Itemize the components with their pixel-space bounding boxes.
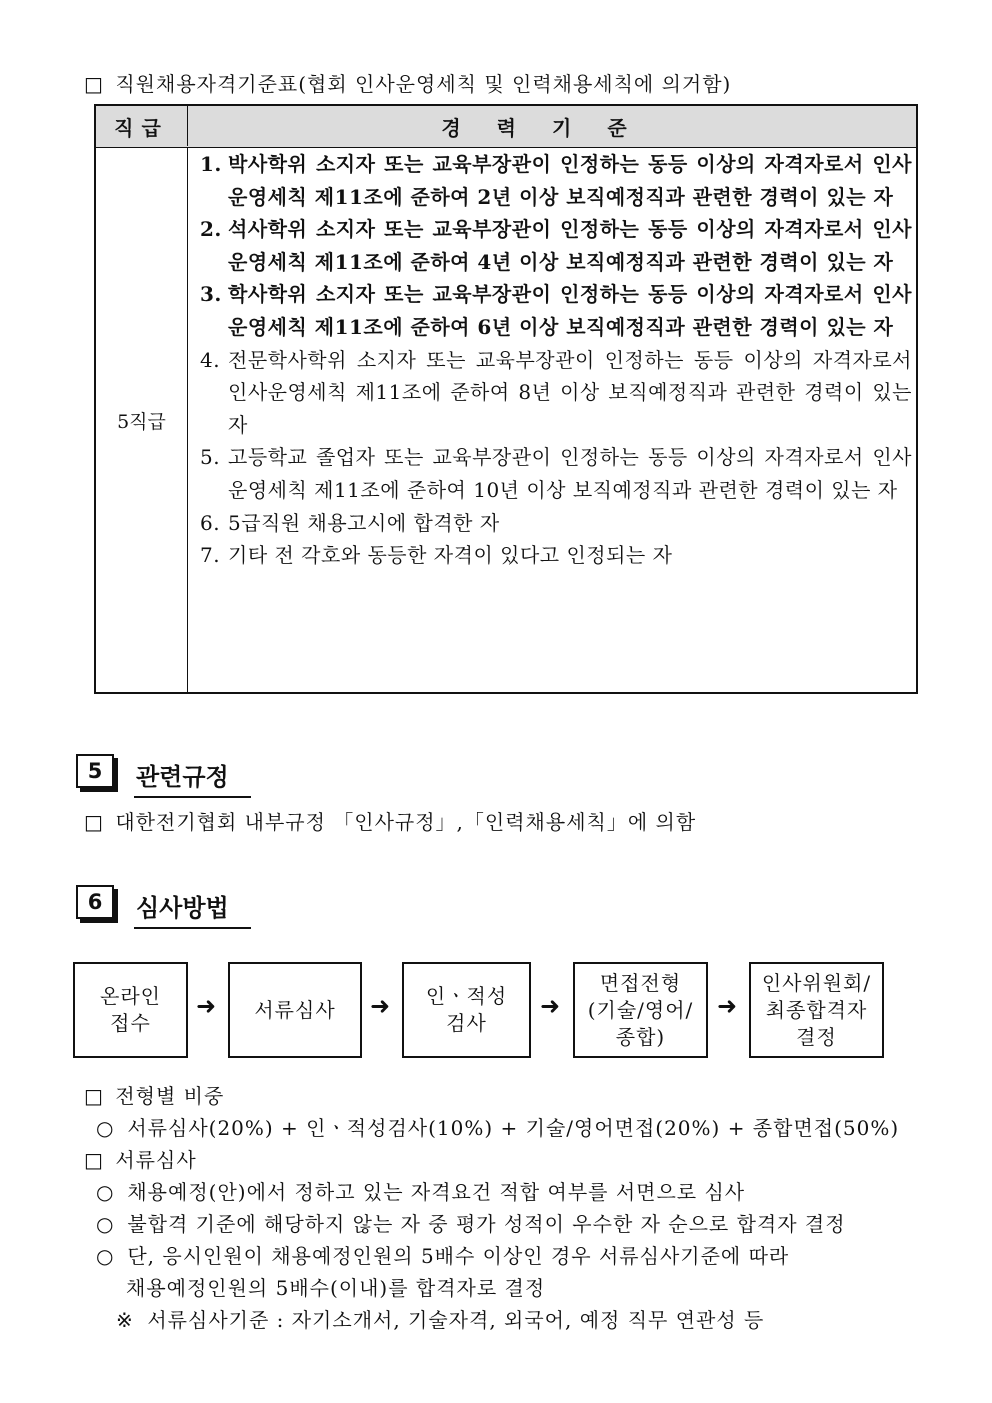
regulation-line xyxy=(84,806,696,835)
document-review-text: 채용예정(안)에서 정하고 있는 자격요건 적합 여부를 서면으로 심사 xyxy=(127,1180,746,1204)
grade-cell: 5직급 xyxy=(96,148,188,692)
step-line: 종합) xyxy=(615,1024,666,1049)
checkbox-bullet-icon: □ xyxy=(84,72,104,96)
criteria-number: 1. xyxy=(200,152,222,176)
document-review-continuation: 채용예정인원의 5배수(이내)를 합격자로 결정 xyxy=(126,1276,546,1300)
circle-bullet-icon: ○ xyxy=(96,1116,115,1140)
criteria-text: 고등학교 졸업자 또는 교육부장관이 인정하는 동등 이상의 자격자로서 인사운영세칙 제11조에 준하여 10년 이상 보직예정직과 관련한 경력이 있는 자 xyxy=(228,445,912,502)
step-line: 면접전형 xyxy=(599,970,682,995)
weights-text: 서류심사(20%) + 인ㆍ적성검사(10%) + 기술/영어면접(20%) + 종합면접(50%) xyxy=(127,1116,900,1140)
arrow-right-icon: ➜ xyxy=(717,992,738,1020)
step-line: 인사위원회/ xyxy=(761,970,872,995)
document-review-text: 불합격 기준에 해당하지 않는 자 중 평가 성적이 우수한 자 순으로 합격자 결정 xyxy=(127,1212,846,1236)
header-criteria: 경력기준 xyxy=(441,115,663,140)
document-review-note xyxy=(116,1304,764,1333)
criteria-text: 전문학사학위 소지자 또는 교육부장관이 인정하는 동등 이상의 자격자로서 인사운영세칙 제11조에 준하여 8년 이상 보직예정직과 관련한 경력이 있는 자 xyxy=(228,347,912,437)
criteria-number: 3. xyxy=(200,282,222,307)
criteria-item xyxy=(200,148,912,213)
document-review-note-text: 서류심사기준 : 자기소개서, 기술자격, 외국어, 예정 직무 연관성 등 xyxy=(147,1308,765,1332)
regulation-text: 대한전기협회 내부규정 「인사규정」,「인력채용세칙」에 의함 xyxy=(115,810,697,834)
criteria-list xyxy=(200,148,912,572)
section-title: 심사방법 xyxy=(134,888,251,929)
arrow-right-icon: ➜ xyxy=(540,992,561,1020)
criteria-item xyxy=(200,344,912,442)
weights-heading xyxy=(84,1080,224,1109)
flow-step-document-review xyxy=(228,962,362,1058)
step-line: 서류심사 xyxy=(254,997,336,1022)
document-review-item xyxy=(96,1240,789,1269)
flow-step-final-decision xyxy=(749,962,884,1058)
flow-step-interview xyxy=(573,962,708,1058)
criteria-text: 기타 전 각호와 동등한 자격이 있다고 인정되는 자 xyxy=(228,543,673,568)
criteria-item xyxy=(200,278,912,343)
qualification-table xyxy=(94,104,918,694)
intro-line xyxy=(84,68,731,97)
circle-bullet-icon: ○ xyxy=(96,1212,115,1236)
document-review-heading-text: 서류심사 xyxy=(115,1148,197,1172)
step-line: 결정 xyxy=(796,1024,837,1049)
criteria-number: 4. xyxy=(200,347,221,372)
criteria-number: 6. xyxy=(200,510,221,535)
step-line: 접수 xyxy=(110,1011,151,1035)
document-review-text: 단, 응시인원이 채용예정인원의 5배수 이상인 경우 서류심사기준에 따라 xyxy=(127,1244,790,1268)
criteria-item xyxy=(200,213,912,278)
criteria-text: 5급직원 채용고시에 합격한 자 xyxy=(228,510,500,535)
criteria-text: 학사학위 소지자 또는 교육부장관이 인정하는 동등 이상의 자격자로서 인사운영세칙 제11조에 준하여 6년 이상 보직예정직과 관련한 경력이 있는 자 xyxy=(228,282,912,339)
circle-bullet-icon: ○ xyxy=(96,1244,115,1268)
circle-bullet-icon: ○ xyxy=(96,1180,115,1204)
flow-step-online-application xyxy=(73,962,188,1058)
section-number-badge: 5 xyxy=(76,754,114,788)
section-number-badge: 6 xyxy=(76,885,114,919)
step-line: 인ㆍ적성 xyxy=(425,984,508,1008)
checkbox-bullet-icon: □ xyxy=(84,1084,104,1108)
step-line: 검사 xyxy=(446,1011,487,1035)
criteria-item xyxy=(200,441,912,506)
table-header xyxy=(96,106,916,148)
document-review-item xyxy=(96,1208,846,1237)
document-review-item xyxy=(96,1176,745,1205)
criteria-number: 5. xyxy=(200,445,221,470)
criteria-item xyxy=(200,539,912,572)
criteria-number: 2. xyxy=(200,217,222,242)
criteria-number: 7. xyxy=(200,543,221,568)
step-line: 온라인 xyxy=(100,984,161,1008)
checkbox-bullet-icon: □ xyxy=(84,1148,104,1172)
criteria-text: 석사학위 소지자 또는 교육부장관이 인정하는 동등 이상의 자격자로서 인사운영세칙 제11조에 준하여 4년 이상 보직예정직과 관련한 경력이 있는 자 xyxy=(228,217,912,274)
reference-mark-icon: ※ xyxy=(116,1308,134,1332)
criteria-item xyxy=(200,507,912,540)
arrow-right-icon: ➜ xyxy=(370,992,391,1020)
weights-line xyxy=(96,1112,899,1141)
criteria-text: 박사학위 소지자 또는 교육부장관이 인정하는 동등 이상의 자격자로서 인사운영세칙 제11조에 준하여 2년 이상 보직예정직과 관련한 경력이 있는 자 xyxy=(228,152,912,209)
intro-text: 직원채용자격기준표(협회 인사운영세칙 및 인력채용세칙에 의거함) xyxy=(115,72,732,96)
header-grade: 직급 xyxy=(96,106,188,146)
flow-step-aptitude-test xyxy=(402,962,531,1058)
step-line: 최종합격자 xyxy=(765,997,868,1022)
checkbox-bullet-icon: □ xyxy=(84,810,104,834)
weights-heading-text: 전형별 비중 xyxy=(115,1084,225,1108)
step-line: (기술/영어/ xyxy=(587,997,694,1022)
arrow-right-icon: ➜ xyxy=(196,992,217,1020)
section-title: 관련규정 xyxy=(134,757,251,798)
document-review-heading xyxy=(84,1144,197,1173)
